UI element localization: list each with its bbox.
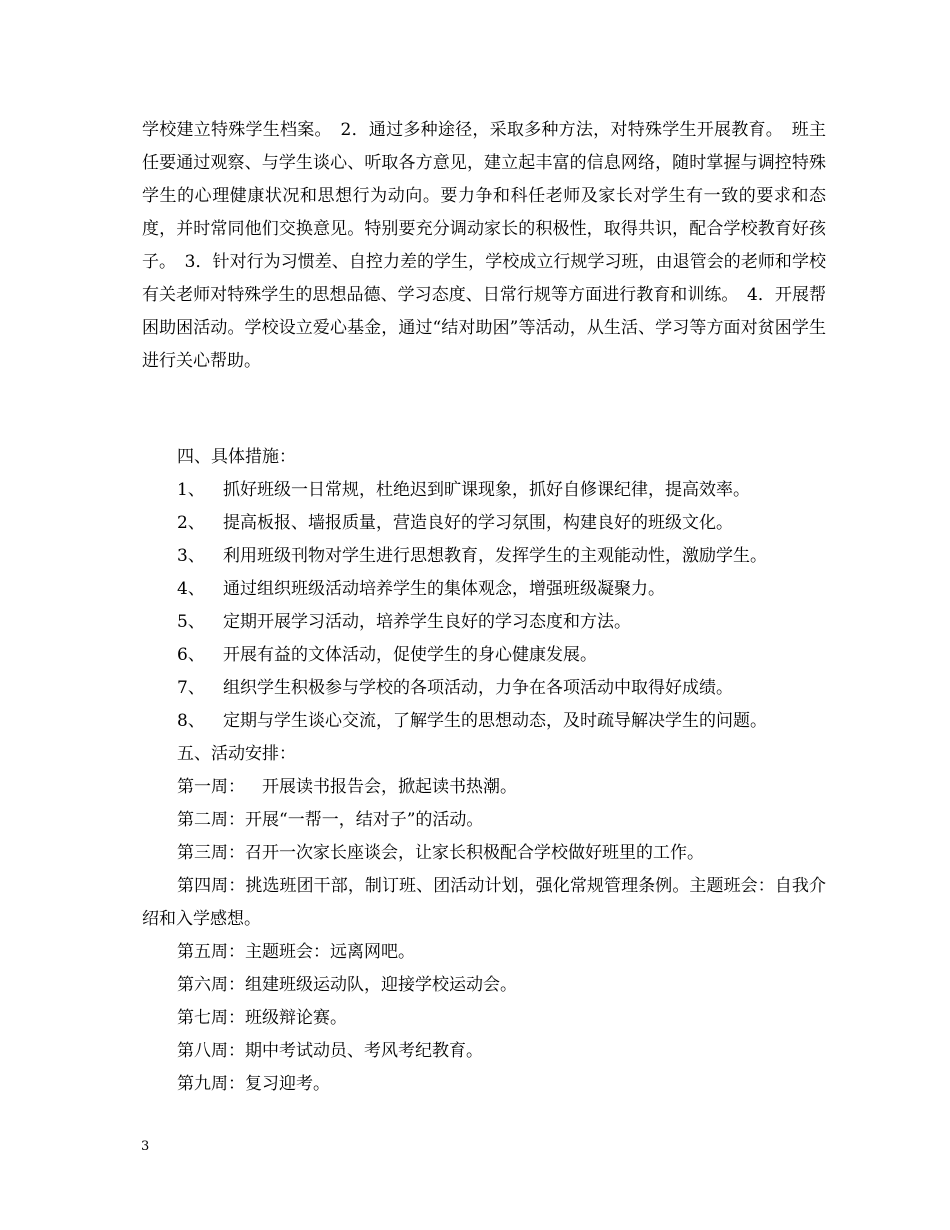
measure-item xyxy=(177,545,837,567)
week-label: 第五周： xyxy=(177,942,245,962)
week-text: 组建班级运动队，迎接学校运动会。 xyxy=(245,975,517,995)
week-item xyxy=(177,1073,837,1095)
week-text: 开展读书报告会，掀起读书热潮。 xyxy=(245,777,517,797)
week-label: 第一周： xyxy=(177,777,245,797)
week-item xyxy=(177,809,837,831)
measure-item xyxy=(177,611,837,633)
intro-paragraph: 学校建立特殊学生档案。 2．通过多种途径，采取多种方法，对特殊学生开展教育。 班主任要通过观察、与学生谈心、听取各方意见，建立起丰富的信息网络，随时掌握与调控特殊学生的心理健康状况和思想行为动向。要力争和科任老师及家长对学生有一致的要求和态度，并时常同他们交换意见。特别要充分调动家长的积极性，取得共识，配合学校教育好孩子。 3．针对行为习惯差、自控力差的学生，学校成立行规学习班，由退管会的老师和学校有关老师对特殊学生的思想品德、学习态度、日常行规等方面进行教育和训练。 4．开展帮困助困活动。学校设立爱心基金，通过“结对助困”等活动，从生活、学习等方面对贫困学生进行关心帮助。 xyxy=(142,120,826,371)
measure-item xyxy=(177,644,837,666)
measure-number: 2、 xyxy=(177,513,205,533)
week-text: 期中考试动员、考风考纪教育。 xyxy=(245,1041,483,1061)
week-item xyxy=(177,1007,837,1029)
week-label: 第三周： xyxy=(177,843,245,863)
week-label: 第二周： xyxy=(177,810,245,830)
measure-item xyxy=(177,578,837,600)
measure-text: 组织学生积极参与学校的各项活动，力争在各项活动中取得好成绩。 xyxy=(223,678,733,698)
week-label: 第四周： xyxy=(177,876,246,896)
measure-number: 4、 xyxy=(177,579,205,599)
week-item xyxy=(177,842,837,864)
week-item xyxy=(177,974,837,996)
week-label: 第七周： xyxy=(177,1008,245,1028)
measure-text: 通过组织班级活动培养学生的集体观念，增强班级凝聚力。 xyxy=(223,579,665,599)
week-text: 主题班会：远离网吧。 xyxy=(245,942,415,962)
measures-heading: 四、具体措施： xyxy=(177,447,296,467)
measure-number: 8、 xyxy=(177,711,205,731)
measure-number: 1、 xyxy=(177,480,205,500)
week-item xyxy=(177,941,837,963)
measure-number: 7、 xyxy=(177,678,205,698)
measure-number: 5、 xyxy=(177,612,205,632)
activities-heading: 五、活动安排： xyxy=(177,744,296,764)
measure-text: 抓好班级一日常规，杜绝迟到旷课现象，抓好自修课纪律，提高效率。 xyxy=(223,480,750,500)
measure-item xyxy=(177,677,837,699)
week-text: 挑选班团干部，制订班、团活动计划，强化常规管理条例。主题班会：自我介绍和入学感想。 xyxy=(142,876,827,929)
week-text: 召开一次家长座谈会，让家长积极配合学校做好班里的工作。 xyxy=(245,843,704,863)
measure-item xyxy=(177,512,837,534)
measure-text: 定期开展学习活动，培养学生良好的学习态度和方法。 xyxy=(223,612,631,632)
week-item xyxy=(142,870,826,936)
week-text: 开展“一帮一，结对子”的活动。 xyxy=(245,810,484,830)
week-item xyxy=(177,1040,837,1062)
week-label: 第六周： xyxy=(177,975,245,995)
measure-number: 3、 xyxy=(177,546,205,566)
measure-text: 开展有益的文体活动，促使学生的身心健康发展。 xyxy=(223,645,597,665)
week-text: 班级辩论赛。 xyxy=(245,1008,347,1028)
page-number: 3 xyxy=(141,1139,150,1154)
week-item xyxy=(177,776,837,798)
week-text: 复习迎考。 xyxy=(245,1074,330,1094)
measure-number: 6、 xyxy=(177,645,205,665)
week-label: 第八周： xyxy=(177,1041,245,1061)
measure-item xyxy=(177,710,837,732)
measure-text: 定期与学生谈心交流，了解学生的思想动态，及时疏导解决学生的问题。 xyxy=(223,711,767,731)
measure-text: 提高板报、墙报质量，营造良好的学习氛围，构建良好的班级文化。 xyxy=(223,513,733,533)
measure-text: 利用班级刊物对学生进行思想教育，发挥学生的主观能动性，激励学生。 xyxy=(223,546,767,566)
week-label: 第九周： xyxy=(177,1074,245,1094)
measure-item xyxy=(177,479,837,501)
